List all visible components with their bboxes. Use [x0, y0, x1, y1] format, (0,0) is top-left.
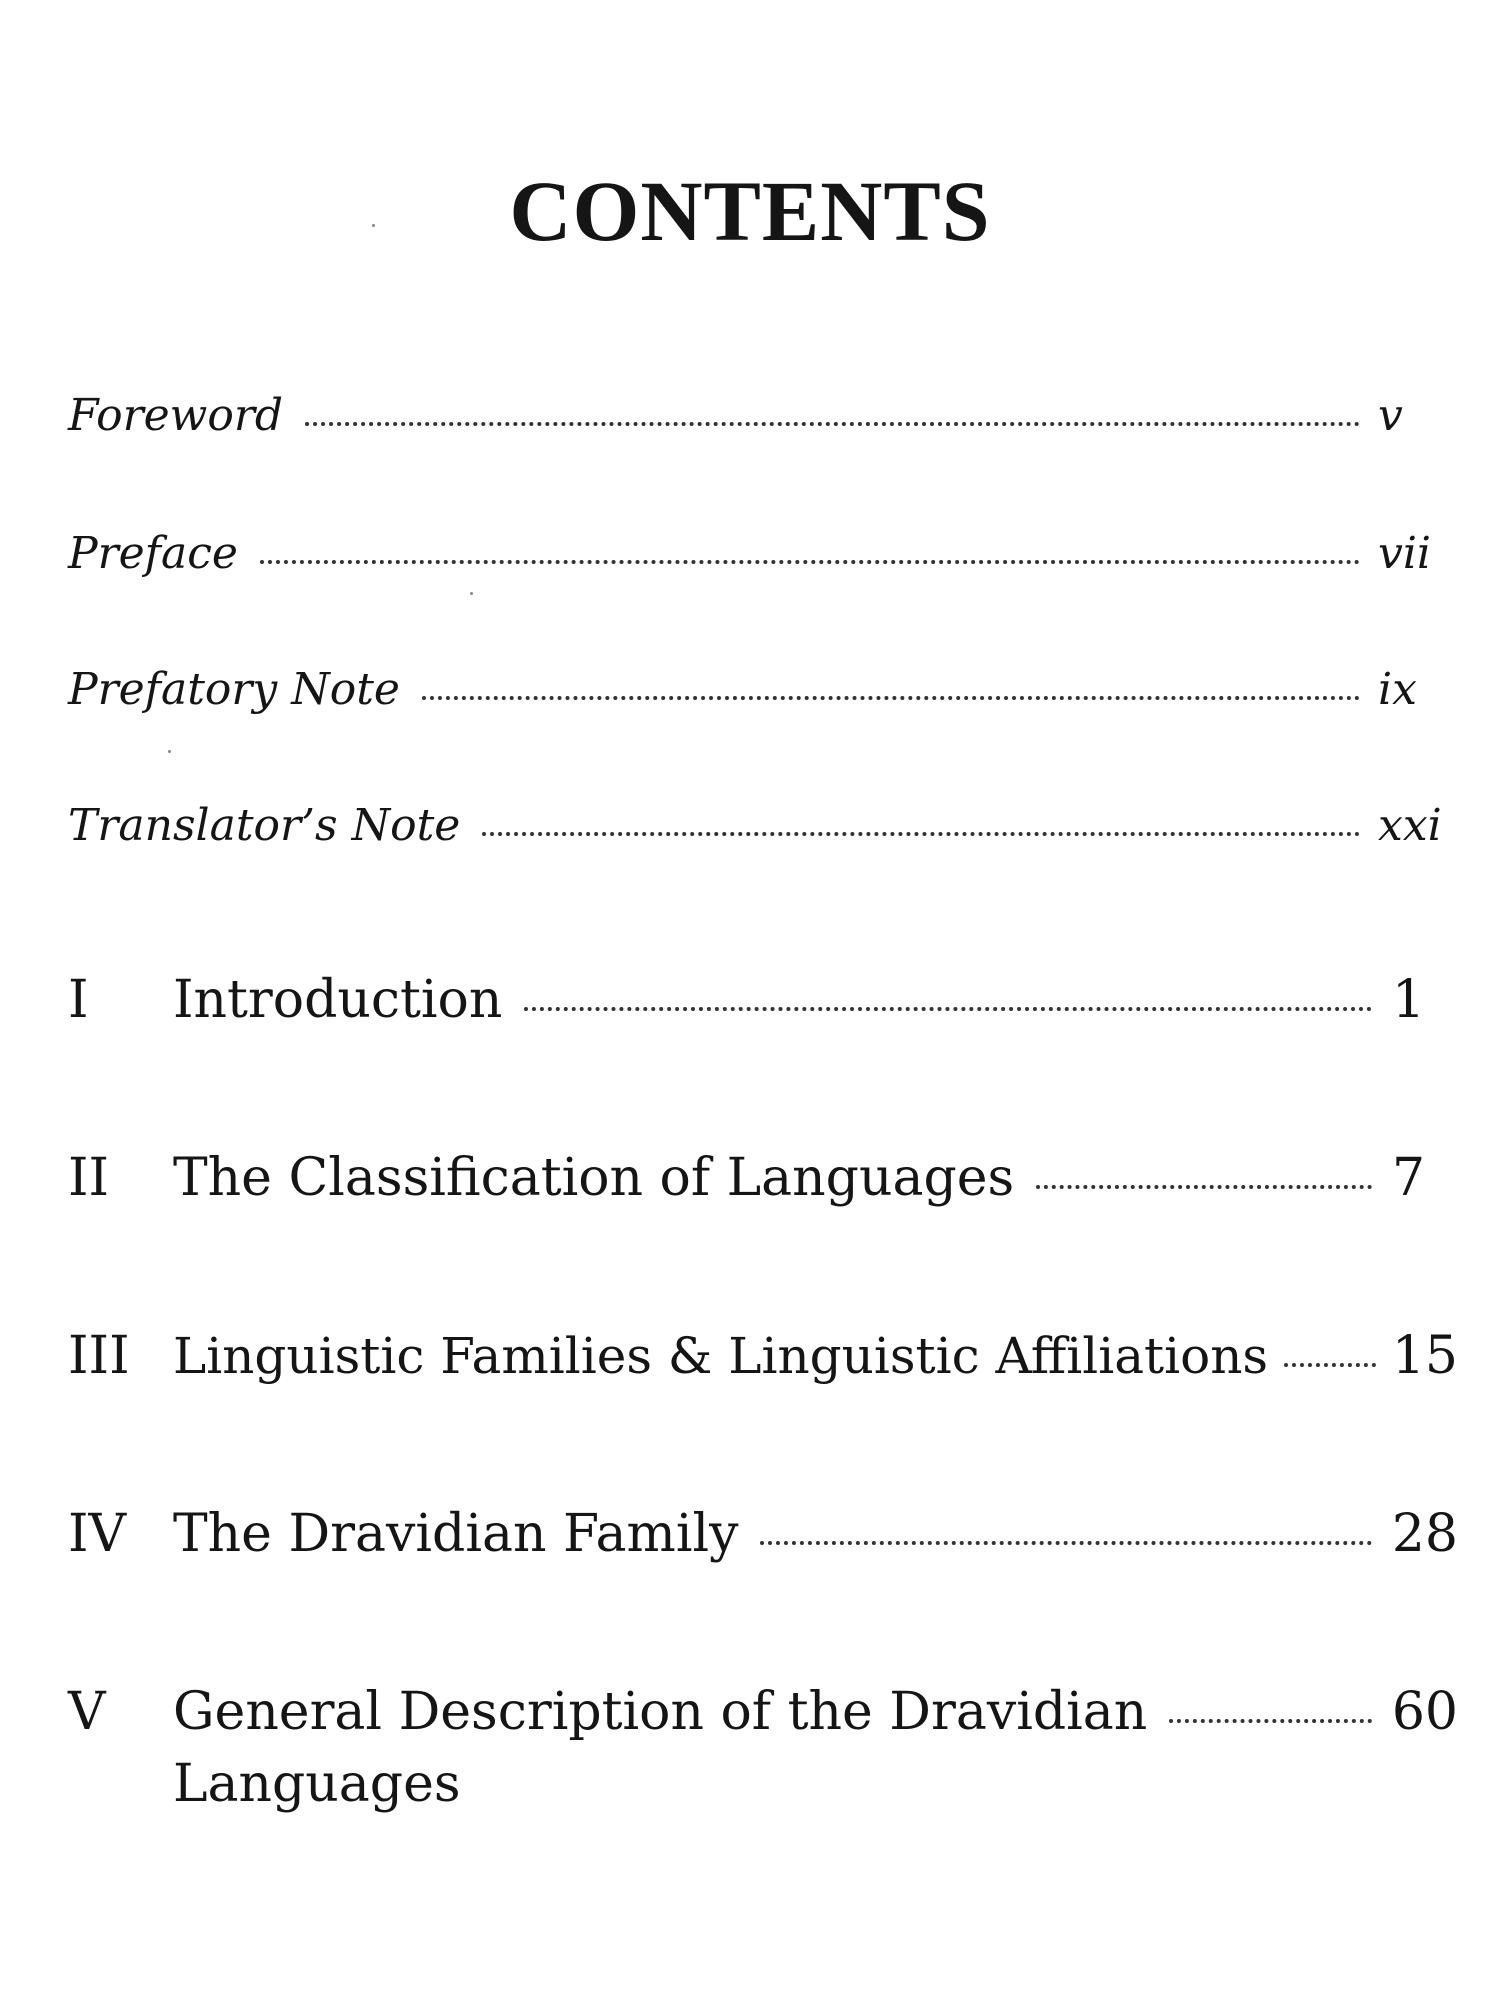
- chapter-page: 28: [1391, 1504, 1458, 1564]
- print-speck: [372, 224, 375, 227]
- chapter-title-continuation: Languages: [173, 1754, 461, 1814]
- dot-leader: [760, 1541, 1371, 1545]
- chapter-title: The Classification of Languages: [173, 1148, 1015, 1208]
- toc-chapter-4[interactable]: [68, 1504, 1458, 1564]
- toc-entry-title: Prefatory Note: [68, 664, 400, 715]
- toc-entry-page: v: [1378, 390, 1403, 441]
- print-speck: [470, 592, 473, 595]
- dot-leader: [260, 560, 1360, 564]
- toc-chapter-2[interactable]: [68, 1148, 1458, 1208]
- chapter-title: General Description of the Dravidian: [173, 1682, 1148, 1742]
- toc-entry-preface[interactable]: [68, 528, 1458, 579]
- toc-entry-prefatory-note[interactable]: [68, 664, 1458, 715]
- dot-leader: [524, 1007, 1372, 1011]
- dot-leader: [305, 422, 1360, 426]
- page-title: CONTENTS: [509, 163, 991, 259]
- toc-entry-title: Preface: [68, 528, 238, 579]
- chapter-page: 1: [1392, 970, 1426, 1030]
- toc-chapter-1[interactable]: [68, 970, 1458, 1030]
- toc-entry-page: xxi: [1378, 800, 1442, 851]
- dot-leader: [1036, 1185, 1372, 1189]
- chapter-title: Linguistic Families & Linguistic Affiliations: [173, 1327, 1269, 1385]
- chapter-number: V: [68, 1682, 106, 1742]
- dot-leader: [1169, 1719, 1372, 1723]
- chapter-number: IV: [68, 1504, 127, 1564]
- toc-entry-page: vii: [1378, 528, 1432, 579]
- print-speck: [168, 750, 171, 753]
- chapter-page: 15: [1391, 1326, 1458, 1386]
- chapter-title: Introduction: [173, 970, 503, 1030]
- toc-entry-page: ix: [1378, 664, 1417, 715]
- chapter-number: I: [68, 970, 89, 1030]
- chapter-page: 7: [1392, 1148, 1426, 1208]
- dot-leader: [482, 832, 1360, 836]
- toc-entry-title: Translator’s Note: [68, 800, 461, 851]
- toc-entry-foreword[interactable]: [68, 390, 1458, 441]
- toc-entry-translators-note[interactable]: [68, 800, 1458, 851]
- dot-leader: [1284, 1363, 1376, 1367]
- dot-leader: [422, 696, 1360, 700]
- chapter-page: 60: [1391, 1682, 1458, 1742]
- chapter-number: II: [68, 1148, 110, 1208]
- toc-chapter-5[interactable]: [68, 1682, 1458, 1742]
- chapter-number: III: [68, 1326, 130, 1386]
- toc-entry-title: Foreword: [68, 390, 284, 441]
- chapter-title: The Dravidian Family: [173, 1504, 739, 1564]
- toc-chapter-3[interactable]: [68, 1326, 1458, 1386]
